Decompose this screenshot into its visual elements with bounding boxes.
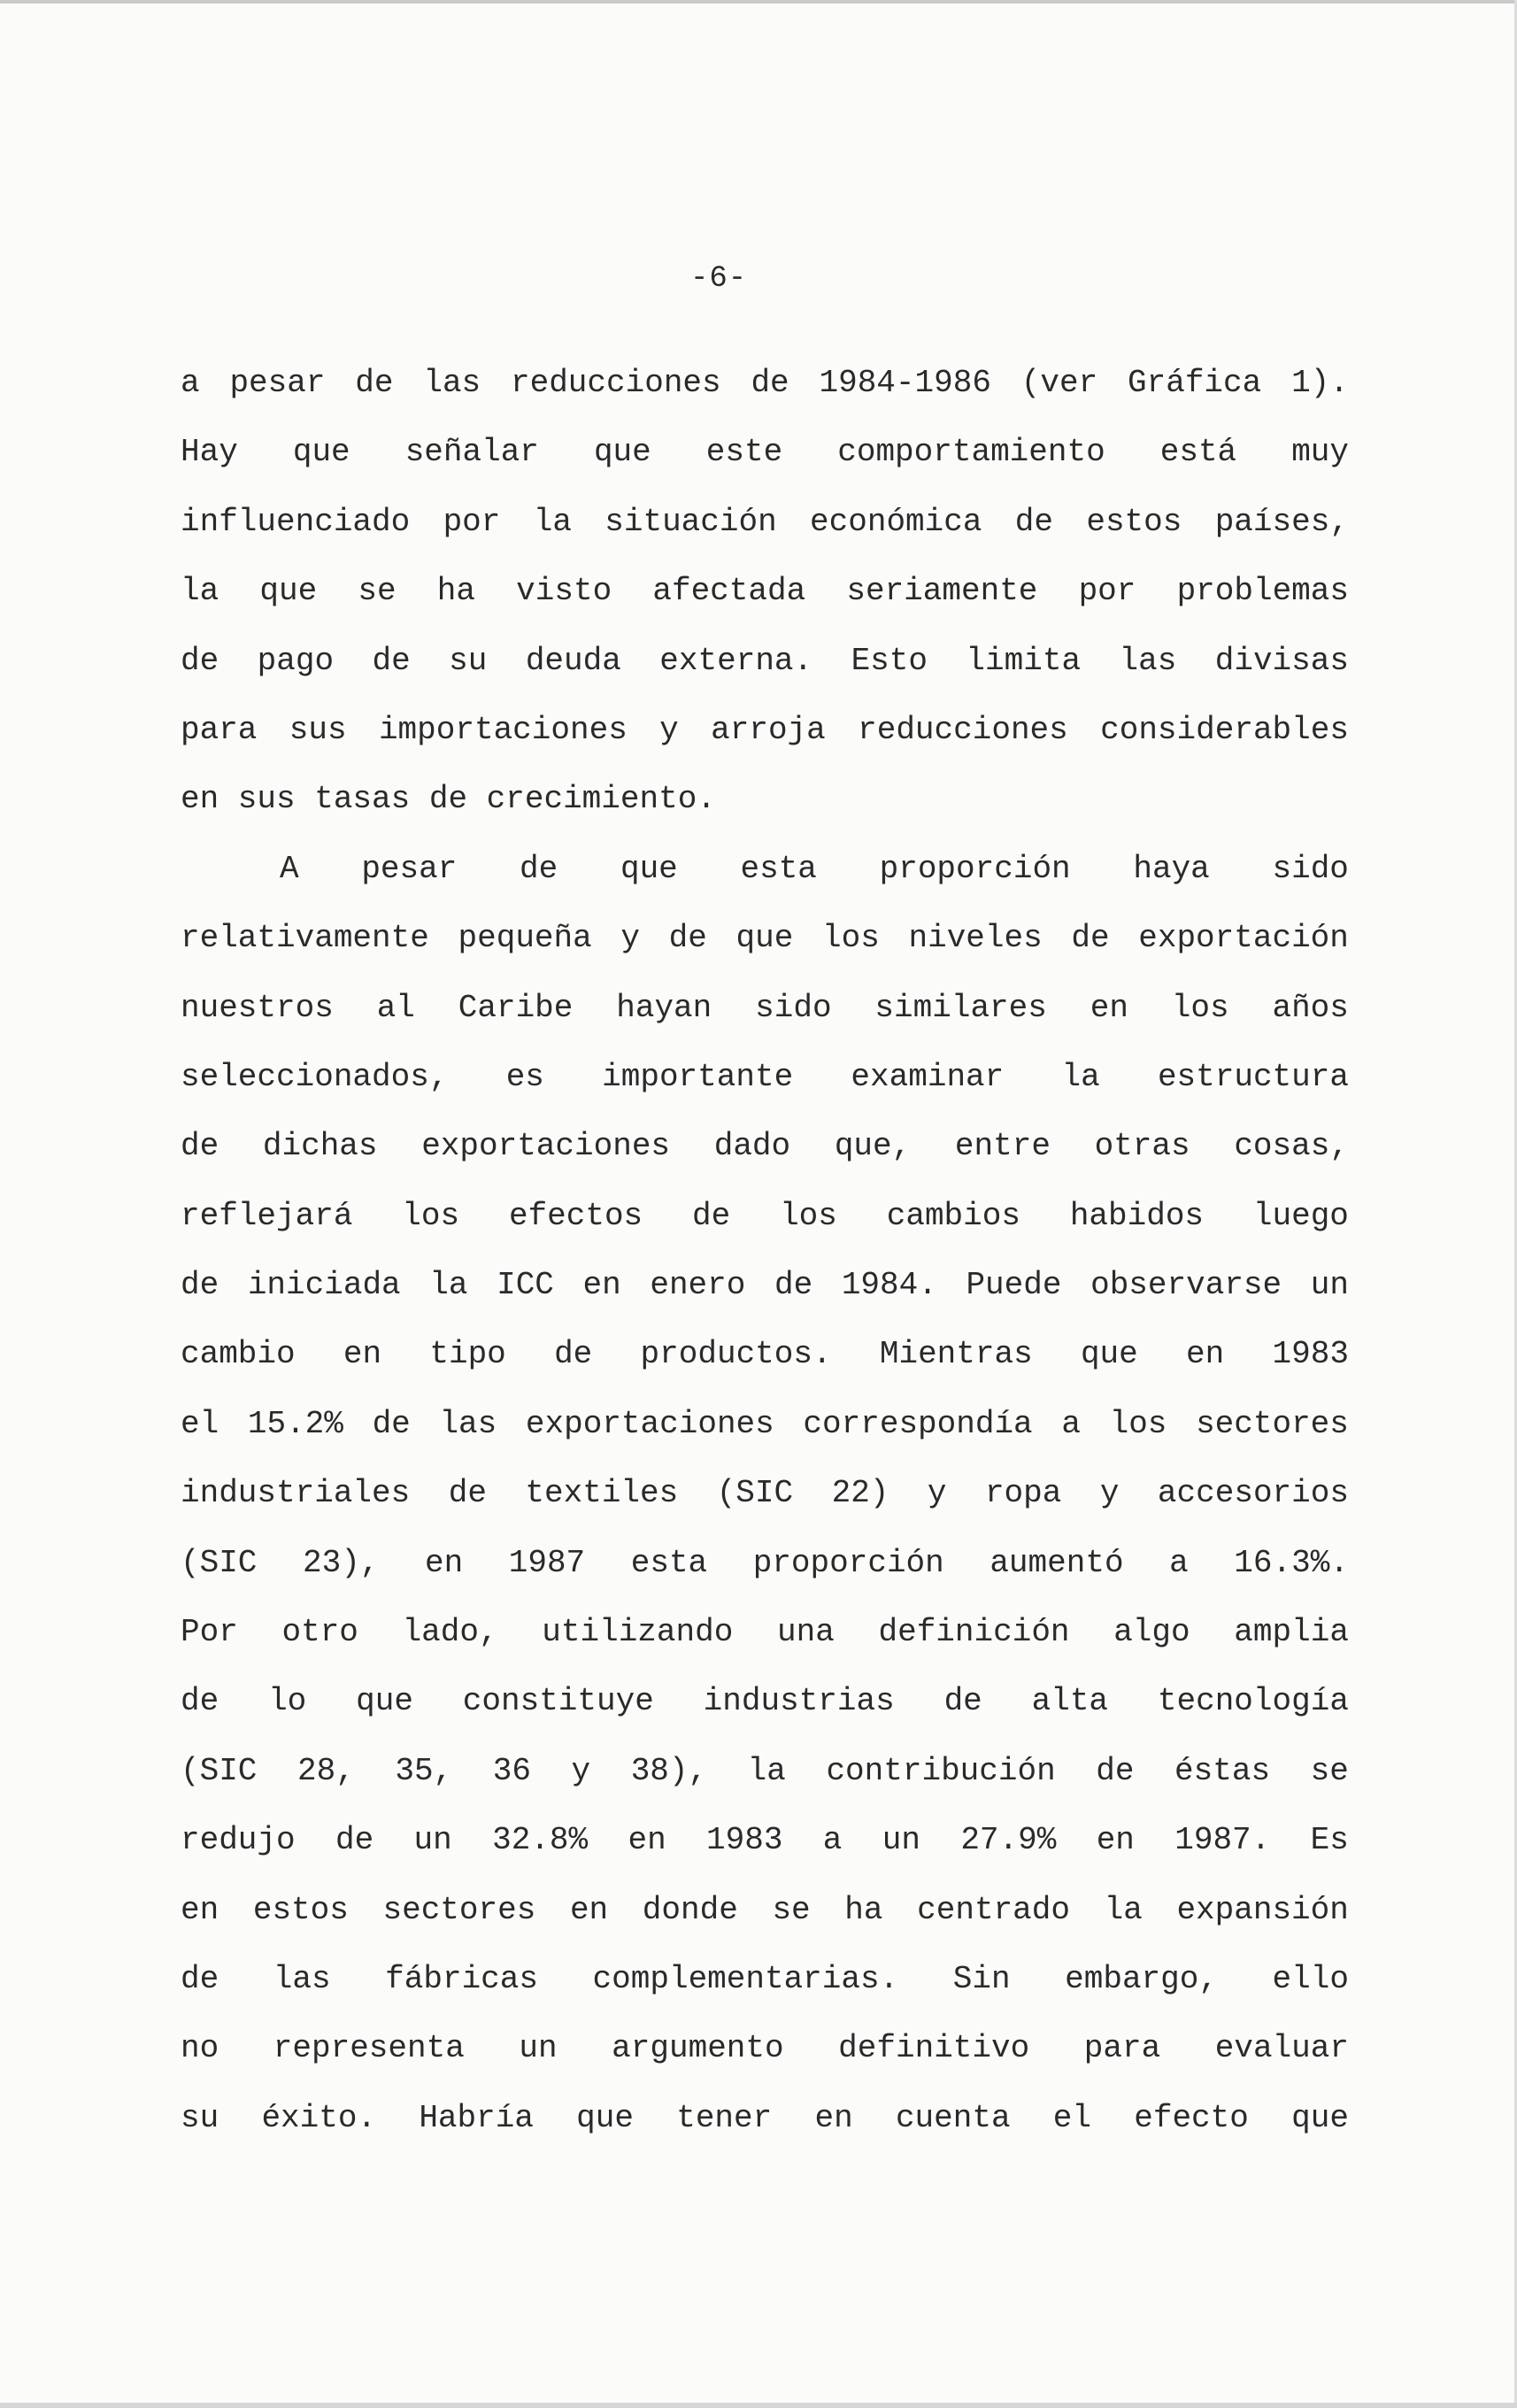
text-line: a pesar de las reducciones de 1984-1986 (ver Gráfica 1). [181, 365, 1349, 401]
text-line: su éxito. Habría que tener en cuenta el efecto que [181, 2099, 1349, 2136]
text-line: influenciado por la situación económica de estos países, [181, 503, 1349, 540]
text-line: no representa un argumento definitivo para evaluar [181, 2030, 1349, 2067]
text-line: en sus tasas de crecimiento. [181, 781, 716, 818]
text-line: de dichas exportaciones dado que, entre otras cosas, [181, 1128, 1349, 1165]
page-top-edge [0, 0, 1517, 4]
text-line: de pago de su deuda externa. Esto limita las divisas [181, 642, 1349, 679]
body-text [181, 361, 1349, 2165]
text-line: nuestros al Caribe hayan sido similares en los años [181, 989, 1349, 1026]
text-line: redujo de un 32.8% en 1983 a un 27.9% en 1987. Es [181, 1822, 1349, 1859]
text-line: de lo que constituye industrias de alta tecnología [181, 1683, 1349, 1720]
paragraph-first-line: A pesar de que esta proporción haya sido [280, 850, 1349, 887]
text-line: la que se ha visto afectada seriamente por problemas [181, 573, 1349, 610]
text-line: de las fábricas complementarias. Sin embargo, ello [181, 1960, 1349, 1997]
text-line: (SIC 23), en 1987 esta proporción aumentó a 16.3%. [181, 1544, 1349, 1581]
text-line: seleccionados, es importante examinar la estructura [181, 1058, 1349, 1095]
text-line: Hay que señalar que este comportamiento está muy [181, 434, 1349, 471]
text-line: cambio en tipo de productos. Mientras que en 1983 [181, 1336, 1349, 1373]
text-line: el 15.2% de las exportaciones correspondía a los sectores [181, 1405, 1349, 1442]
text-line: en estos sectores en donde se ha centrado la expansión [181, 1891, 1349, 1928]
text-line: reflejará los efectos de los cambios habidos luego [181, 1197, 1349, 1234]
text-line: industriales de textiles (SIC 22) y ropa y accesorios [181, 1475, 1349, 1512]
text-line: de iniciada la ICC en enero de 1984. Puede observarse un [181, 1267, 1349, 1304]
page-number: -6- [690, 262, 748, 296]
text-line: (SIC 28, 35, 36 y 38), la contribución de éstas se [181, 1752, 1349, 1789]
text-line: Por otro lado, utilizando una definición algo amplia [181, 1614, 1349, 1651]
page-bottom-edge [0, 2403, 1517, 2408]
text-line: para sus importaciones y arroja reducciones considerables [181, 711, 1349, 748]
text-line: relativamente pequeña y de que los niveles de exportación [181, 920, 1349, 957]
